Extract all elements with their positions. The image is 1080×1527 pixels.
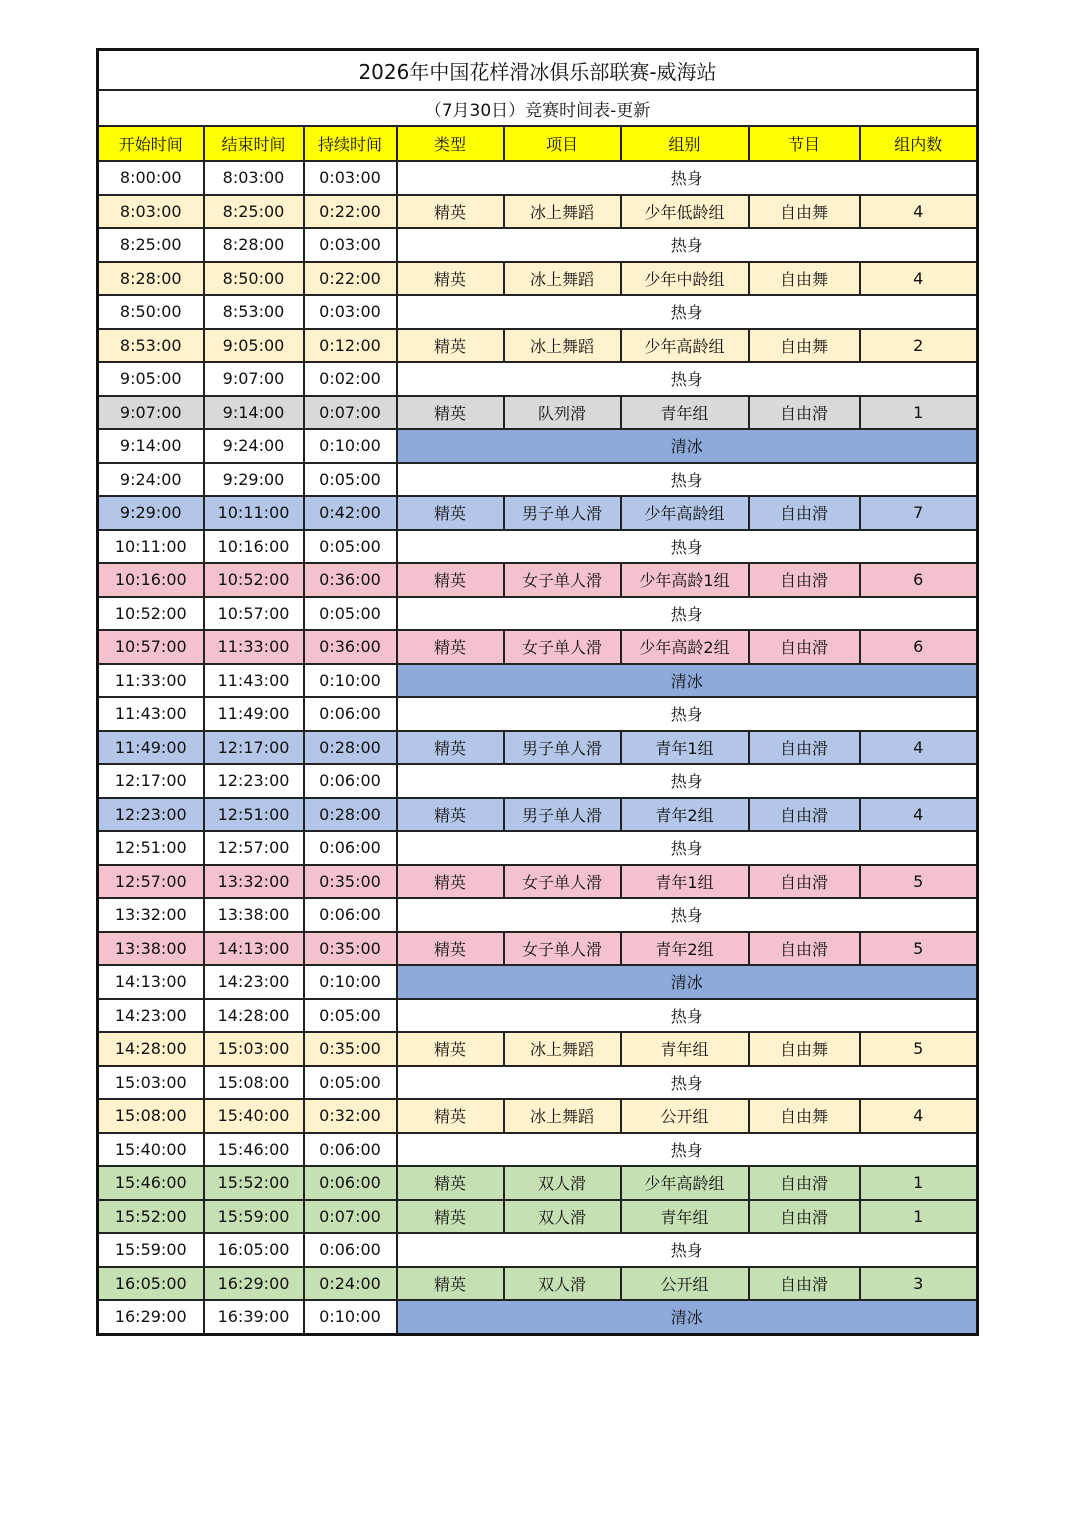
cell-program: 自由滑 [749, 1267, 860, 1301]
table-row [98, 1133, 978, 1167]
cell-duration: 0:42:00 [304, 496, 397, 530]
cell-program: 自由舞 [749, 1032, 860, 1066]
cell-type: 精英 [397, 262, 504, 296]
table-row [98, 597, 978, 631]
cell-event: 冰上舞蹈 [504, 195, 621, 229]
cell-type: 精英 [397, 865, 504, 899]
cell-event: 双人滑 [504, 1267, 621, 1301]
cell-end-time: 10:52:00 [204, 563, 304, 597]
table-row [98, 295, 978, 329]
table-row [98, 898, 978, 932]
cell-warmup: 热身 [397, 999, 978, 1033]
table-row [98, 1166, 978, 1200]
table-row [98, 831, 978, 865]
cell-duration: 0:36:00 [304, 563, 397, 597]
cell-duration: 0:32:00 [304, 1099, 397, 1133]
cell-start-time: 9:07:00 [98, 396, 204, 430]
cell-end-time: 11:43:00 [204, 664, 304, 698]
cell-event: 男子单人滑 [504, 496, 621, 530]
cell-program: 自由舞 [749, 1099, 860, 1133]
cell-duration: 0:05:00 [304, 1066, 397, 1100]
cell-type: 精英 [397, 396, 504, 430]
cell-start-time: 9:29:00 [98, 496, 204, 530]
cell-start-time: 8:03:00 [98, 195, 204, 229]
table-row [98, 429, 978, 463]
cell-end-time: 12:23:00 [204, 764, 304, 798]
table-row [98, 764, 978, 798]
header-start-time: 开始时间 [98, 126, 204, 161]
header-program: 节目 [749, 126, 860, 161]
cell-count: 4 [860, 262, 978, 296]
cell-group: 少年中龄组 [621, 262, 749, 296]
cell-start-time: 12:17:00 [98, 764, 204, 798]
cell-program: 自由滑 [749, 563, 860, 597]
title-row [98, 50, 978, 91]
cell-start-time: 9:05:00 [98, 362, 204, 396]
cell-end-time: 10:57:00 [204, 597, 304, 631]
cell-type: 精英 [397, 731, 504, 765]
cell-start-time: 9:14:00 [98, 429, 204, 463]
cell-end-time: 14:23:00 [204, 965, 304, 999]
cell-end-time: 16:05:00 [204, 1233, 304, 1267]
cell-start-time: 11:49:00 [98, 731, 204, 765]
cell-type: 精英 [397, 630, 504, 664]
cell-count: 5 [860, 865, 978, 899]
cell-type: 精英 [397, 563, 504, 597]
table-row [98, 530, 978, 564]
cell-event: 冰上舞蹈 [504, 262, 621, 296]
cell-warmup: 热身 [397, 831, 978, 865]
cell-end-time: 15:03:00 [204, 1032, 304, 1066]
cell-duration: 0:35:00 [304, 932, 397, 966]
cell-duration: 0:07:00 [304, 1200, 397, 1234]
cell-end-time: 9:07:00 [204, 362, 304, 396]
table-row [98, 1066, 978, 1100]
cell-count: 7 [860, 496, 978, 530]
cell-end-time: 12:17:00 [204, 731, 304, 765]
cell-event: 男子单人滑 [504, 731, 621, 765]
cell-count: 4 [860, 798, 978, 832]
cell-start-time: 8:50:00 [98, 295, 204, 329]
cell-program: 自由滑 [749, 932, 860, 966]
cell-end-time: 15:08:00 [204, 1066, 304, 1100]
cell-start-time: 10:16:00 [98, 563, 204, 597]
cell-type: 精英 [397, 496, 504, 530]
cell-start-time: 15:03:00 [98, 1066, 204, 1100]
cell-type: 精英 [397, 1267, 504, 1301]
header-type: 类型 [397, 126, 504, 161]
cell-start-time: 15:46:00 [98, 1166, 204, 1200]
cell-end-time: 8:28:00 [204, 228, 304, 262]
table-row [98, 1267, 978, 1301]
cell-type: 精英 [397, 1166, 504, 1200]
cell-group: 青年组 [621, 1200, 749, 1234]
cell-start-time: 16:05:00 [98, 1267, 204, 1301]
table-row [98, 1032, 978, 1066]
cell-start-time: 9:24:00 [98, 463, 204, 497]
document-title: 2026年中国花样滑冰俱乐部联赛-威海站 [98, 50, 978, 91]
cell-count: 4 [860, 731, 978, 765]
cell-warmup: 热身 [397, 1066, 978, 1100]
cell-duration: 0:06:00 [304, 697, 397, 731]
cell-program: 自由舞 [749, 329, 860, 363]
cell-ice-clearing: 清冰 [397, 1300, 978, 1334]
cell-duration: 0:05:00 [304, 999, 397, 1033]
cell-end-time: 8:25:00 [204, 195, 304, 229]
cell-start-time: 8:00:00 [98, 161, 204, 195]
cell-event: 女子单人滑 [504, 932, 621, 966]
cell-end-time: 14:28:00 [204, 999, 304, 1033]
cell-program: 自由滑 [749, 798, 860, 832]
cell-event: 双人滑 [504, 1166, 621, 1200]
table-row [98, 731, 978, 765]
cell-duration: 0:10:00 [304, 965, 397, 999]
table-row [98, 932, 978, 966]
cell-group: 少年低龄组 [621, 195, 749, 229]
table-row [98, 697, 978, 731]
cell-start-time: 15:08:00 [98, 1099, 204, 1133]
cell-end-time: 9:24:00 [204, 429, 304, 463]
cell-count: 5 [860, 932, 978, 966]
cell-start-time: 10:57:00 [98, 630, 204, 664]
cell-duration: 0:35:00 [304, 1032, 397, 1066]
cell-start-time: 11:43:00 [98, 697, 204, 731]
table-row [98, 664, 978, 698]
cell-count: 1 [860, 1166, 978, 1200]
cell-event: 女子单人滑 [504, 563, 621, 597]
cell-duration: 0:05:00 [304, 530, 397, 564]
cell-start-time: 14:23:00 [98, 999, 204, 1033]
header-count: 组内数 [860, 126, 978, 161]
cell-start-time: 15:40:00 [98, 1133, 204, 1167]
cell-event: 女子单人滑 [504, 865, 621, 899]
cell-duration: 0:06:00 [304, 831, 397, 865]
cell-start-time: 14:13:00 [98, 965, 204, 999]
cell-program: 自由滑 [749, 630, 860, 664]
cell-duration: 0:06:00 [304, 1133, 397, 1167]
cell-event: 双人滑 [504, 1200, 621, 1234]
cell-start-time: 15:52:00 [98, 1200, 204, 1234]
cell-end-time: 11:49:00 [204, 697, 304, 731]
cell-end-time: 11:33:00 [204, 630, 304, 664]
cell-group: 少年高龄组 [621, 496, 749, 530]
cell-start-time: 13:38:00 [98, 932, 204, 966]
cell-end-time: 8:50:00 [204, 262, 304, 296]
cell-duration: 0:03:00 [304, 228, 397, 262]
cell-ice-clearing: 清冰 [397, 429, 978, 463]
cell-group: 青年组 [621, 1032, 749, 1066]
cell-warmup: 热身 [397, 1133, 978, 1167]
cell-warmup: 热身 [397, 764, 978, 798]
cell-type: 精英 [397, 195, 504, 229]
cell-group: 公开组 [621, 1099, 749, 1133]
cell-warmup: 热身 [397, 697, 978, 731]
cell-start-time: 10:52:00 [98, 597, 204, 631]
table-row [98, 563, 978, 597]
cell-duration: 0:10:00 [304, 664, 397, 698]
cell-event: 冰上舞蹈 [504, 1099, 621, 1133]
table-row [98, 630, 978, 664]
cell-program: 自由滑 [749, 496, 860, 530]
cell-group: 青年2组 [621, 932, 749, 966]
cell-duration: 0:36:00 [304, 630, 397, 664]
cell-duration: 0:02:00 [304, 362, 397, 396]
cell-end-time: 13:32:00 [204, 865, 304, 899]
cell-duration: 0:03:00 [304, 161, 397, 195]
cell-count: 2 [860, 329, 978, 363]
cell-end-time: 15:59:00 [204, 1200, 304, 1234]
cell-type: 精英 [397, 1200, 504, 1234]
cell-warmup: 热身 [397, 530, 978, 564]
cell-group: 青年1组 [621, 865, 749, 899]
table-row [98, 1300, 978, 1334]
cell-start-time: 12:51:00 [98, 831, 204, 865]
schedule-table [96, 48, 979, 1336]
cell-start-time: 8:28:00 [98, 262, 204, 296]
cell-count: 1 [860, 1200, 978, 1234]
cell-duration: 0:22:00 [304, 262, 397, 296]
cell-duration: 0:12:00 [304, 329, 397, 363]
table-row [98, 228, 978, 262]
cell-start-time: 14:28:00 [98, 1032, 204, 1066]
cell-end-time: 15:46:00 [204, 1133, 304, 1167]
table-row [98, 965, 978, 999]
table-row [98, 161, 978, 195]
cell-start-time: 8:25:00 [98, 228, 204, 262]
cell-type: 精英 [397, 798, 504, 832]
cell-warmup: 热身 [397, 597, 978, 631]
cell-ice-clearing: 清冰 [397, 965, 978, 999]
cell-start-time: 13:32:00 [98, 898, 204, 932]
cell-duration: 0:06:00 [304, 898, 397, 932]
subtitle-row [98, 90, 978, 126]
table-row [98, 1099, 978, 1133]
cell-end-time: 9:29:00 [204, 463, 304, 497]
cell-start-time: 10:11:00 [98, 530, 204, 564]
cell-end-time: 15:40:00 [204, 1099, 304, 1133]
cell-end-time: 16:29:00 [204, 1267, 304, 1301]
cell-program: 自由滑 [749, 865, 860, 899]
cell-duration: 0:07:00 [304, 396, 397, 430]
cell-start-time: 8:53:00 [98, 329, 204, 363]
cell-end-time: 16:39:00 [204, 1300, 304, 1334]
cell-start-time: 11:33:00 [98, 664, 204, 698]
table-row [98, 999, 978, 1033]
cell-program: 自由滑 [749, 1200, 860, 1234]
table-row [98, 1200, 978, 1234]
table-row [98, 798, 978, 832]
table-row [98, 1233, 978, 1267]
cell-end-time: 15:52:00 [204, 1166, 304, 1200]
cell-count: 1 [860, 396, 978, 430]
cell-group: 少年高龄2组 [621, 630, 749, 664]
cell-duration: 0:05:00 [304, 597, 397, 631]
cell-duration: 0:05:00 [304, 463, 397, 497]
cell-duration: 0:06:00 [304, 764, 397, 798]
table-row [98, 362, 978, 396]
cell-event: 冰上舞蹈 [504, 1032, 621, 1066]
cell-end-time: 8:03:00 [204, 161, 304, 195]
cell-event: 冰上舞蹈 [504, 329, 621, 363]
cell-warmup: 热身 [397, 898, 978, 932]
cell-event: 男子单人滑 [504, 798, 621, 832]
cell-end-time: 8:53:00 [204, 295, 304, 329]
cell-program: 自由舞 [749, 262, 860, 296]
cell-warmup: 热身 [397, 295, 978, 329]
cell-end-time: 12:51:00 [204, 798, 304, 832]
cell-duration: 0:06:00 [304, 1233, 397, 1267]
cell-event: 队列滑 [504, 396, 621, 430]
cell-ice-clearing: 清冰 [397, 664, 978, 698]
table-row [98, 865, 978, 899]
header-event: 项目 [504, 126, 621, 161]
header-end-time: 结束时间 [204, 126, 304, 161]
cell-start-time: 15:59:00 [98, 1233, 204, 1267]
cell-start-time: 16:29:00 [98, 1300, 204, 1334]
cell-group: 少年高龄组 [621, 1166, 749, 1200]
cell-count: 6 [860, 630, 978, 664]
cell-group: 公开组 [621, 1267, 749, 1301]
cell-warmup: 热身 [397, 228, 978, 262]
table-row [98, 195, 978, 229]
cell-program: 自由舞 [749, 195, 860, 229]
cell-group: 少年高龄1组 [621, 563, 749, 597]
cell-warmup: 热身 [397, 161, 978, 195]
cell-duration: 0:10:00 [304, 1300, 397, 1334]
cell-duration: 0:28:00 [304, 798, 397, 832]
cell-group: 青年2组 [621, 798, 749, 832]
cell-end-time: 9:14:00 [204, 396, 304, 430]
table-row [98, 396, 978, 430]
cell-duration: 0:22:00 [304, 195, 397, 229]
header-group: 组别 [621, 126, 749, 161]
cell-warmup: 热身 [397, 362, 978, 396]
cell-warmup: 热身 [397, 463, 978, 497]
cell-end-time: 13:38:00 [204, 898, 304, 932]
cell-end-time: 14:13:00 [204, 932, 304, 966]
cell-warmup: 热身 [397, 1233, 978, 1267]
cell-count: 4 [860, 195, 978, 229]
cell-program: 自由滑 [749, 396, 860, 430]
cell-end-time: 9:05:00 [204, 329, 304, 363]
cell-group: 青年1组 [621, 731, 749, 765]
cell-start-time: 12:23:00 [98, 798, 204, 832]
cell-duration: 0:24:00 [304, 1267, 397, 1301]
cell-group: 少年高龄组 [621, 329, 749, 363]
table-row [98, 262, 978, 296]
cell-end-time: 10:11:00 [204, 496, 304, 530]
cell-duration: 0:10:00 [304, 429, 397, 463]
cell-duration: 0:06:00 [304, 1166, 397, 1200]
cell-end-time: 12:57:00 [204, 831, 304, 865]
header-row [98, 126, 978, 161]
cell-program: 自由滑 [749, 1166, 860, 1200]
header-duration: 持续时间 [304, 126, 397, 161]
cell-count: 5 [860, 1032, 978, 1066]
cell-type: 精英 [397, 329, 504, 363]
table-row [98, 329, 978, 363]
cell-start-time: 12:57:00 [98, 865, 204, 899]
cell-group: 青年组 [621, 396, 749, 430]
cell-duration: 0:28:00 [304, 731, 397, 765]
cell-type: 精英 [397, 932, 504, 966]
table-row [98, 496, 978, 530]
cell-count: 4 [860, 1099, 978, 1133]
cell-type: 精英 [397, 1032, 504, 1066]
cell-duration: 0:03:00 [304, 295, 397, 329]
cell-type: 精英 [397, 1099, 504, 1133]
cell-end-time: 10:16:00 [204, 530, 304, 564]
document-subtitle: （7月30日）竞赛时间表-更新 [98, 90, 978, 126]
cell-event: 女子单人滑 [504, 630, 621, 664]
cell-program: 自由滑 [749, 731, 860, 765]
cell-count: 6 [860, 563, 978, 597]
table-row [98, 463, 978, 497]
cell-duration: 0:35:00 [304, 865, 397, 899]
cell-count: 3 [860, 1267, 978, 1301]
